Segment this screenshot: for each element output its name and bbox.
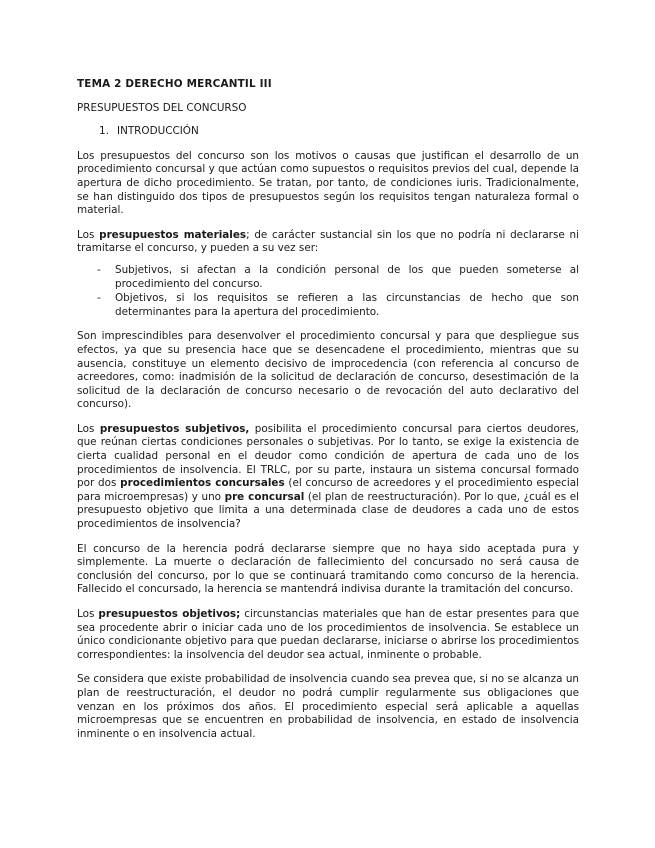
paragraph-probabilidad-insolvencia: Se considera que existe probabilidad de insolvencia cuando sea prevea que, si no se alcanza un plan de reestructuración, el deudor no podrá cumplir regularmente sus obligaciones que venzan en los próximos dos años. El procedimiento especial será aplicable a aquellas microempresas que se encuentren en probabilidad de insolvencia, en estado de insolvencia inminente o en insolvencia actual. (77, 673, 579, 740)
dash-marker: - (97, 292, 101, 305)
paragraph-imprescindibles: Son imprescindibles para desenvolver el procedimiento concursal y para que despliegue sus efectos, ya que su presencia hace que se desencadene el procedimiento, mientras que su ausencia, constituye un elemento decisivo de improcedencia (con referencia al concurso de acreedores, como: inadmisión de la solicitud de declaración de concurso, desestimación de la solicitud de la declaración de concurso necesario o de revocación del auto declarativo del concurso). (77, 330, 579, 411)
dash-marker: - (97, 263, 101, 276)
paragraph-intro: Los presupuestos del concurso son los motivos o causas que justifican el desarrollo de un procedimiento concursal y que actúan como supuestos o requisitos previos del cual, depende la apertura de dicho procedimiento. Se tratan, por tanto, de condiciones iuris. Tradicionalmente, se han distinguido dos tipos de presupuestos según los requisitos tengan naturaleza formal o material. (77, 149, 579, 217)
text-run: (el concurso de acreedores y el procedimiento especial para microempresas) y uno (77, 477, 580, 503)
text-run: circunstancias materiales que han de estar presentes para que sea procedente abrir o iniciar cada uno de los procedimientos de insolvencia. Se establece un único condicionante objetivo para que puedan declararse, iniciarse o abrirse los procedimientos correspondientes: la insolvencia del deudor sea actual, inminente o probable. (77, 608, 579, 661)
bold-term: presupuestos objetivos; (98, 608, 241, 620)
paragraph-herencia: El concurso de la herencia podrá declararse siempre que no haya sido aceptada pura y simplemente. La muerte o declaración de fallecimiento del concursado no será causa de conclusión del concurso, por lo que se continuará tramitando como concurso de la herencia. Fallecido el concursado, la herencia se mantendrá indivisa durante la tramitación del concurso. (77, 542, 579, 596)
bold-term: procedimientos concursales (120, 477, 285, 490)
text-run: ; de carácter sustancial sin los que no podría ni declararse ni tramitarse el concurso, y pueden a su vez ser: (77, 228, 579, 255)
bold-term: presupuestos subjetivos, (99, 422, 250, 435)
text-run: Los (77, 608, 99, 620)
list-item-text: Subjetivos, si afectan a la condición personal de los que pueden someterse al procedimiento del concurso. (115, 263, 579, 290)
section-label: INTRODUCCIÓN (117, 125, 199, 138)
paragraph-presupuestos-subjetivos (77, 423, 579, 532)
dash-list (77, 264, 579, 319)
text-run: Los (77, 422, 100, 435)
bold-term: pre concursal (224, 490, 305, 503)
document-title: TEMA 2 DERECHO MERCANTIL III (77, 78, 272, 90)
list-item-text: Objetivos, si los requisitos se refieren a las circunstancias de hecho que son determinantes para la apertura del procedimiento. (115, 292, 579, 318)
paragraph-presupuestos-materiales (77, 229, 579, 256)
bold-term: presupuestos materiales (99, 228, 247, 241)
section-heading (99, 125, 579, 139)
list-item (77, 264, 579, 291)
paragraph-presupuestos-objetivos (77, 608, 579, 662)
document-subtitle: PRESUPUESTOS DEL CONCURSO (77, 101, 247, 114)
text-run: Los (77, 228, 100, 241)
text-run: posibilita el procedimiento concursal para ciertos deudores, que reúnan ciertas condiciones personales o subjetivas. Por lo tanto, se exige la existencia de cierta cualidad personal en el deudor como condición de apertura de cada uno de los procedimientos de insolvencia. El TRLC, por su parte, instaura un sistema concursal formado por dos (77, 422, 579, 490)
list-item (77, 292, 579, 319)
text-run: (el plan de reestructuración). Por lo que, ¿cuál es el presupuesto objetivo que limita a una determinada clase de deudores a cada uno de estos procedimientos de insolvencia? (77, 490, 579, 531)
section-number: 1. (99, 125, 109, 138)
